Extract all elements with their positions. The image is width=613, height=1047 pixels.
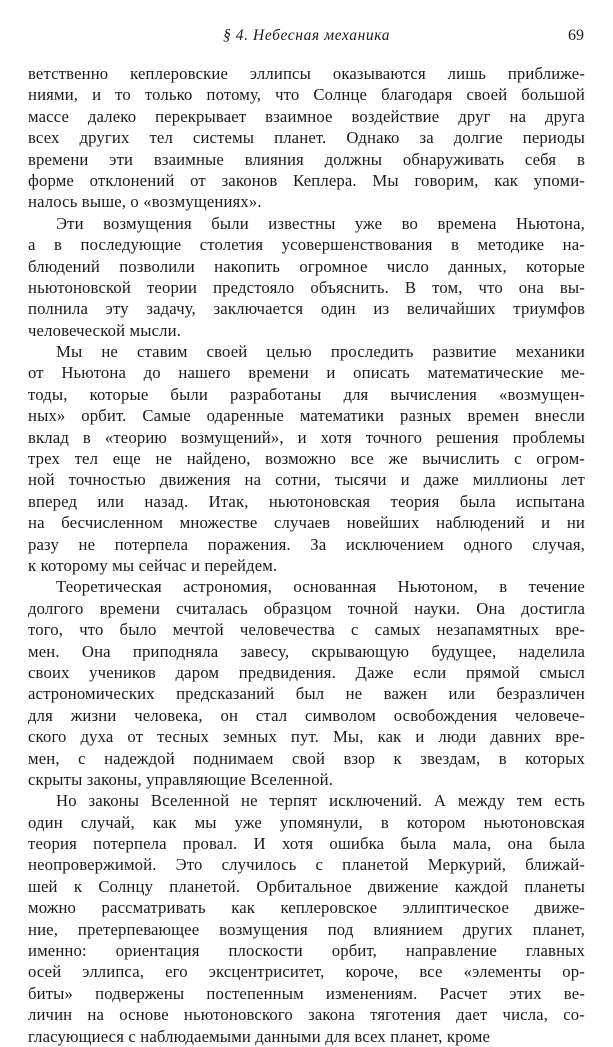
text-line: биты» подвержены постепенным изменениям. Расчет этих ве- [28, 983, 585, 1003]
text-line: Эти возмущения были известны уже во времена Ньютона, [56, 213, 585, 233]
text-line: на бесчисленном множестве случаев новейших наблюдений и ни [28, 513, 585, 533]
text-line: теория потерпела провал. И хотя ошибка была мала, она была [28, 834, 585, 854]
text-line: человеческой мысли. [28, 320, 182, 340]
text-line: вклад в «теорию возмущений», и хотя точного решения проблемы [28, 427, 585, 447]
paragraph [28, 63, 585, 213]
text-line: ньютоновской теории предстояло объяснить. В том, что она вы- [28, 277, 585, 297]
text-line: к которому мы сейчас и перейдем. [28, 555, 278, 575]
paragraph [28, 790, 585, 1047]
text-line: неопровержимой. Это случилось с планетой Меркурий, ближай- [28, 855, 585, 875]
text-line: времени эти взаимные влияния должны обнаруживать себя в [28, 149, 585, 169]
text-line: ние, претерпевающее возмущения под влиянием других планет, [28, 919, 585, 939]
book-page [28, 20, 585, 1047]
text-line: того, что было мечтой человечества с самых незапамятных вре- [28, 620, 585, 640]
text-line: ветственно кеплеровские эллипсы оказываются лишь приближе- [28, 64, 585, 83]
paragraph [28, 341, 585, 576]
text-line: мен. Она приподняла завесу, скрывающую будущее, наделила [28, 641, 585, 661]
text-line: тоды, которые были разработаны для вычисления «возмущен- [28, 384, 585, 404]
text-line: один случай, как мы уже упомянули, в котором ньютоновская [28, 812, 585, 832]
text-line: осей эллипса, его эксцентриситет, короче, все «элементы ор- [28, 962, 585, 982]
text-line: от Ньютона до нашего времени и описать математические ме- [28, 363, 585, 383]
text-line: разу не потерпела поражения. За исключением одного случая, [28, 534, 585, 554]
page-number: 69 [568, 27, 584, 44]
text-line: вперед или назад. Итак, ньютоновская теория была испытана [28, 491, 585, 511]
text-line: Мы не ставим своей целью проследить развитие механики [56, 342, 585, 362]
text-line: трех тел еще не найдено, возможно все же вычислить с огром- [28, 449, 585, 469]
text-line: для жизни человека, он стал символом освобождения человече- [28, 705, 585, 725]
text-line: шей к Солнцу планетой. Орбитальное движение каждой планеты [28, 876, 585, 896]
text-line: астрономических предсказаний был не важен или безразличен [28, 684, 585, 704]
running-head [28, 20, 585, 50]
text-line: ского духа от тесных земных пут. Мы, как и люди давних вре- [28, 727, 585, 747]
text-line: можно рассматривать как кеплеровское эллиптическое движе- [28, 898, 585, 918]
text-line: скрыты законы, управляющие Вселенной. [28, 769, 334, 789]
text-line: а в последующие столетия усовершенствования в методике на- [28, 235, 585, 255]
text-line: мен, с надеждой поднимаем свой взор к звездам, в которых [28, 748, 585, 768]
text-line: всех других тел системы планет. Однако за долгие периоды [28, 128, 585, 148]
text-line: массе далеко перекрывает взаимное воздействие друг на друга [28, 106, 585, 126]
text-line: Но законы Вселенной не терпят исключений. А между тем есть [56, 791, 585, 811]
text-line: ниями, и то только потому, что Солнце благодаря своей большой [28, 85, 585, 105]
text-line: ных» орбит. Самые одаренные математики разных времен внесли [28, 406, 585, 426]
text-line: гласующиеся с наблюдаемыми данными для всех планет, кроме [28, 1026, 491, 1046]
text-line: долгого времени считалась образцом точной науки. Она достигла [28, 598, 585, 618]
running-head-title: § 4. Небесная механика [222, 27, 391, 44]
text-line: блюдений позволили накопить огромное число данных, которые [28, 256, 585, 276]
text-line: личин на основе ньютоновского закона тяготения дает числа, со- [28, 1005, 585, 1025]
text-line: форме отклонений от законов Кеплера. Мы говорим, как упоми- [28, 170, 585, 190]
text-line: полнила эту задачу, заключается один из величайших триумфов [28, 299, 585, 319]
text-line: своих учеников даром предвидения. Даже если прямой смысл [28, 662, 585, 682]
paragraph [28, 576, 585, 790]
paragraph [28, 213, 585, 341]
text-line: Теоретическая астрономия, основанная Ньютоном, в течение [56, 577, 585, 597]
body-text [28, 63, 585, 1047]
text-line: налось выше, о «возмущениях». [28, 192, 262, 212]
text-line: ной точностью движения на сотни, тысячи и даже миллионы лет [28, 470, 585, 490]
text-line: именно: ориентация плоскости орбит, направление главных [28, 941, 585, 961]
